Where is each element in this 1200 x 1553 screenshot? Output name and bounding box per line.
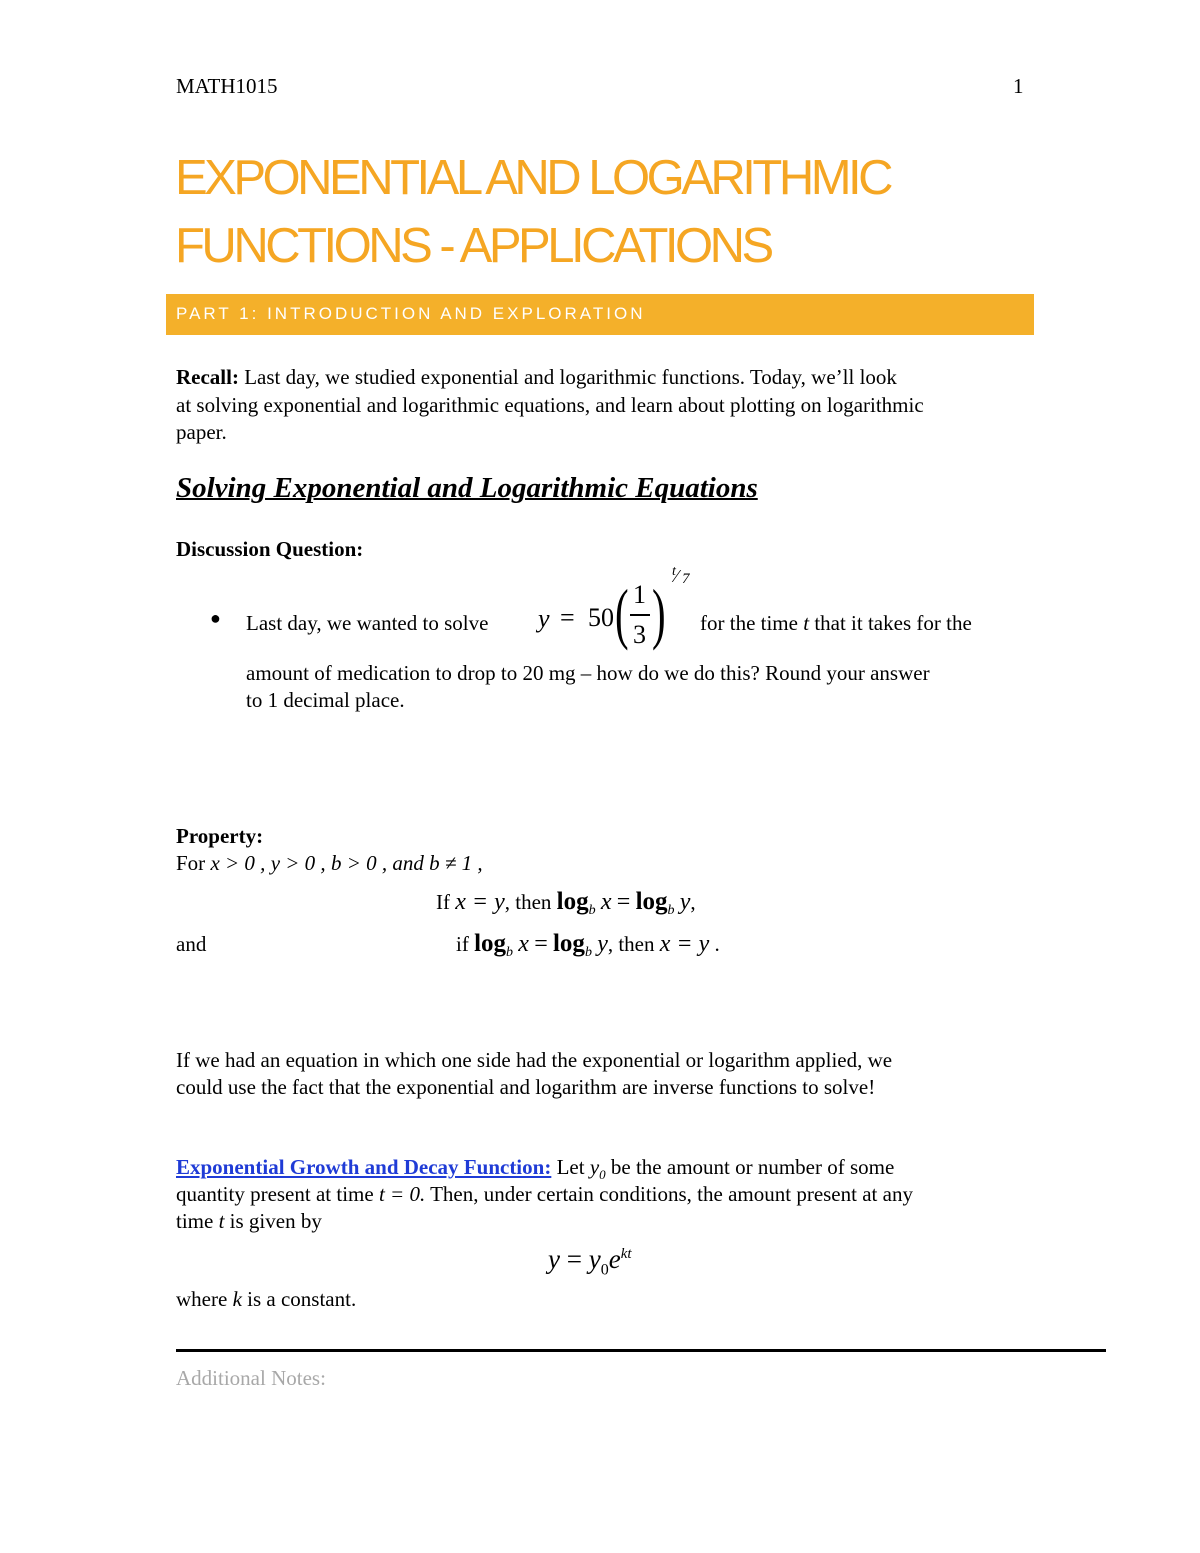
- eq-exponent-denominator: 7: [682, 571, 690, 587]
- part-banner-label: PART 1: INTRODUCTION AND EXPLORATION: [176, 304, 646, 323]
- where-b: is a constant.: [247, 1287, 357, 1311]
- rule1-eq: x = y: [455, 889, 505, 915]
- rule1-log-right: log: [635, 888, 668, 915]
- property-rule-2: [456, 930, 720, 967]
- formula-y0-sub: 0: [600, 1261, 609, 1279]
- bullet-suffix-b: that it takes for the: [814, 611, 972, 635]
- rule2-if: if: [456, 932, 469, 956]
- section-title: Solving Exponential and Logarithmic Equations: [176, 472, 758, 504]
- growth-t-eq: t = 0.: [378, 1182, 426, 1206]
- bullet-text-prefix: Last day, we wanted to solve: [246, 611, 489, 635]
- growth-text1b: be the amount or number of some: [610, 1155, 895, 1179]
- formula-y: y: [548, 1244, 560, 1274]
- rule1-then: , then: [504, 890, 552, 914]
- growth-formula: [548, 1244, 632, 1279]
- bullet-suffix-a: for the time: [700, 611, 798, 635]
- rule1-log-left: log: [556, 888, 589, 915]
- rule2-y: y: [597, 931, 608, 957]
- property-cond-b: b > 0 , and: [330, 851, 424, 875]
- where-a: where: [176, 1287, 228, 1311]
- recall-line2: at solving exponential and logarithmic equations, and learn about plotting on logarithmic: [176, 392, 924, 417]
- discussion-heading: Discussion Question:: [176, 537, 364, 561]
- rule1-base-right: b: [667, 903, 675, 919]
- eq-coefficient: 50: [588, 603, 614, 632]
- property-for: For: [176, 851, 206, 875]
- eq-numerator: 1: [633, 580, 646, 609]
- rule1-base-left: b: [588, 903, 596, 919]
- course-code: MATH1015: [176, 74, 278, 98]
- rule1-equals: =: [616, 889, 631, 915]
- eq-fraction-bar: [630, 614, 650, 616]
- property-conditions: [176, 850, 483, 878]
- growth-t: t: [218, 1209, 225, 1233]
- part-banner: [166, 294, 1034, 335]
- rule2-log-right: log: [552, 930, 585, 957]
- property-cond-x: x > 0 ,: [210, 851, 266, 875]
- eq-exponent-slash: ⁄: [675, 566, 679, 586]
- growth-let: Let: [556, 1155, 585, 1179]
- growth-text2a: quantity present at time: [176, 1182, 374, 1206]
- where-k: k: [232, 1287, 242, 1311]
- recall-line3: paper.: [176, 420, 227, 444]
- growth-definition-link[interactable]: Exponential Growth and Decay Function:: [176, 1155, 552, 1179]
- eq-equals: =: [560, 603, 575, 632]
- bullet-line2: amount of medication to drop to 20 mg – how do we do this? Round your answer: [246, 661, 930, 685]
- inverse-note-line2: could use the fact that the exponential and logarithm are inverse functions to solve!: [176, 1075, 876, 1099]
- eq-y: y: [538, 604, 550, 633]
- growth-text2b: Then, under certain conditions, the amount present at any: [430, 1182, 913, 1206]
- rule2-period: .: [714, 932, 720, 956]
- document-title-line2: FUNCTIONS - APPLICATIONS: [175, 219, 771, 273]
- footer-divider: [176, 1349, 1106, 1352]
- rule1-if: If: [436, 890, 450, 914]
- decay-equation: [536, 564, 696, 658]
- rule2-eq: x = y: [659, 931, 710, 957]
- bullet-icon: ●: [210, 608, 221, 628]
- property-cond-b2: b ≠ 1 ,: [429, 851, 483, 875]
- growth-text3b: is given by: [229, 1209, 322, 1233]
- additional-notes-label: Additional Notes:: [176, 1366, 326, 1390]
- rule1-comma: ,: [690, 890, 696, 914]
- growth-line2: [176, 1181, 913, 1209]
- recall-line1: Last day, we studied exponential and logarithmic functions. Today, we’ll look: [244, 365, 897, 389]
- property-cond-y: y > 0 ,: [270, 851, 326, 875]
- rule2-log-left: log: [474, 930, 507, 957]
- rule2-base-right: b: [584, 945, 592, 961]
- formula-e: e: [608, 1244, 621, 1274]
- bullet-text-suffix: [700, 610, 972, 638]
- growth-text3a: time: [176, 1209, 214, 1233]
- eq-left-paren: (: [615, 575, 629, 651]
- bullet-suffix-var: t: [803, 611, 810, 635]
- recall-paragraph: [176, 364, 1056, 447]
- rule2-equals: =: [534, 931, 548, 957]
- growth-where: [176, 1286, 356, 1314]
- formula-y0: y: [588, 1244, 601, 1274]
- formula-exponent: kt: [620, 1246, 632, 1262]
- rule2-then: , then: [607, 932, 655, 956]
- formula-equals: =: [566, 1244, 582, 1274]
- bullet-line3: to 1 decimal place.: [246, 688, 405, 712]
- recall-label: Recall:: [176, 365, 239, 389]
- rule1-y: y: [679, 889, 691, 915]
- property-heading: Property:: [176, 824, 264, 848]
- page-number: 1: [1013, 74, 1024, 98]
- document-title-line1: EXPONENTIAL AND LOGARITHMIC: [175, 151, 891, 205]
- growth-y0: $y_0$: [589, 1155, 606, 1183]
- property-rule-1: [436, 888, 696, 925]
- inverse-note-line1: If we had an equation in which one side had the exponential or logarithm applied, we: [176, 1048, 893, 1072]
- eq-right-paren: ): [652, 575, 666, 651]
- rule1-x: x: [600, 889, 612, 915]
- property-and: and: [176, 932, 207, 956]
- rule2-base-left: b: [506, 945, 514, 961]
- growth-line3: [176, 1208, 322, 1236]
- eq-denominator: 3: [633, 620, 646, 649]
- rule2-x: x: [518, 931, 529, 957]
- eq-exponent-numerator: t: [672, 564, 676, 579]
